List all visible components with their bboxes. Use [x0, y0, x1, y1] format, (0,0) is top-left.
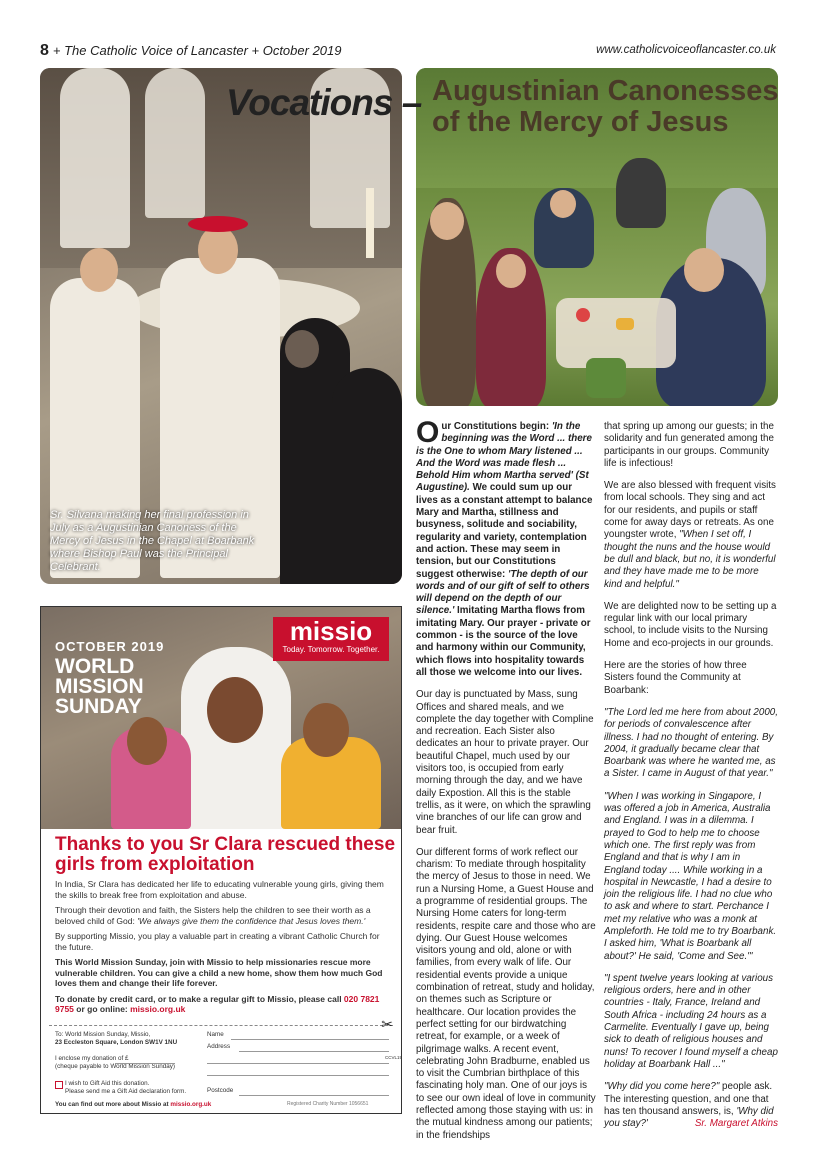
cut-line	[49, 1025, 393, 1026]
form-donation: I enclose my donation of £ (cheque payable to World Mission Sunday)	[55, 1055, 175, 1070]
advert-website: missio.org.uk	[130, 1004, 186, 1014]
drop-cap: O	[416, 416, 440, 449]
header-left	[40, 42, 341, 60]
form-donation-amount[interactable]	[115, 1063, 175, 1064]
form-address-field[interactable]	[239, 1051, 389, 1052]
form-address-field-2[interactable]	[207, 1063, 389, 1064]
form-name-label: Name	[207, 1031, 224, 1038]
article-column-1	[416, 416, 596, 1152]
profession-photo	[40, 68, 402, 584]
advert-photo	[41, 607, 401, 829]
charity-number: Registered Charity Number 1056651	[287, 1101, 369, 1107]
form-postcode-field[interactable]	[239, 1095, 389, 1096]
article-intro: Our Constitutions begin: 'In the beginning was the Word ... there is the One to whom Mary listened ... And the Word was made flesh ... Behold Him whom Martha served' (St Augustine). We could sum up our lives as a constant attempt to balance Mary and Martha, stillness and busyness, solitude and sociability, regularity and variety, contemplation and action. These may seem in tension, but our Constitutions suggest otherwise: 'The depth of our words and of our gift of self to others will depend on the depth of our silence.' Imitating Martha flows from imitating Mary. Our prayer - private or common - is the source of the love and harmony within our Community, which flows into hospitality towards all those we welcome into our lives.	[416, 416, 593, 678]
article-paragraph: We are also blessed with frequent visits from local schools. They sing and act for our residents, and pupils or staff come for away days or retreats. As one youngster wrote, "When I set off, I thought the nuns and the house would be dull and black, but no, it is wonderful and they have made me to be more kind and helpful."	[604, 480, 776, 590]
advert-headline: Thanks to you Sr Clara rescued these girls from exploitation	[55, 834, 396, 875]
form-name-field[interactable]	[231, 1039, 389, 1040]
missio-logo	[273, 617, 389, 661]
page-number: 8	[40, 42, 49, 59]
headline-order-name	[432, 76, 778, 138]
advert-body: In India, Sr Clara has dedicated her life to educating vulnerable young girls, giving them the skills to break free from exploitation and abuse. Through their devotion and faith, the Sisters help the children to see their worth as a beloved child of God: 'We always give them the confidence that Jesus loves them.' By supporting Missio, you play a valuable part in creating a vibrant Catholic Church for the future. This World Mission Sunday, join with Missio to help missionaries rescue more vulnerable children. You can give a child a new home, show them how much God loves them and change their life forever. To donate by credit card, or to make a regular gift to Missio, please call 020 7821 9755 or go online: missio.org.uk	[55, 879, 384, 1014]
testimony-quote: "The Lord led me here from about 2000, for periods of convalescence after illness. I had no thought of entering. By 2004, it gradually became clear that Boarbank was where he wanted me, as a Sister. I came in August of that year."	[604, 706, 778, 780]
missio-tagline: Today. Tomorrow. Together.	[282, 645, 380, 654]
article-column-2	[604, 421, 778, 1140]
headline-vocations: Vocations –	[226, 82, 422, 123]
article-paragraph: We are delighted now to be setting up a regular link with our local primary school, to include visits to the Nursing Home and eco-projects in our grounds.	[604, 600, 777, 649]
form-code: CCVL19	[385, 1055, 403, 1060]
advert-footer-website: missio.org.uk	[170, 1101, 212, 1108]
form-address-to: To: World Mission Sunday, Missio, 23 Eccleston Square, London SW1V 1NU	[55, 1031, 178, 1046]
form-postcode-label: Postcode	[207, 1087, 234, 1094]
advert-footer: You can find out more about Missio at missio.org.uk	[55, 1101, 212, 1108]
publication-line: + The Catholic Voice of Lancaster + October 2019	[52, 43, 342, 58]
form-address-label: Address	[207, 1043, 231, 1050]
article-paragraph: that spring up among our guests; in the solidarity and fun generated among the participants in our groups. Community life is infectious!	[604, 421, 774, 469]
missio-brand: missio	[289, 616, 373, 646]
advert-phone: 020 7821 9755	[55, 993, 380, 1014]
article-paragraph: Our day is punctuated by Mass, sung Offices and shared meals, and we complete the day together with Compline and recreation. Each Sister also dedicates an hour to private prayer. Our beautiful Chapel, much used by our visitors too, is occupied from early morning through the day, and we have daily Expostion. All this is the stable trellis, as it were, on which the sprawling vine branches of our life can grow and bear fruit.	[416, 689, 594, 836]
headline-line1: Augustinian Canonesses	[432, 75, 779, 107]
article-paragraph: Here are the stories of how three Sisters found the Community at Boarbank:	[604, 660, 747, 696]
form-address-field-3[interactable]	[207, 1075, 389, 1076]
testimony-quote: "When I was working in Singapore, I was offered a job in America, Australia and England. I was in a dilemma. I prayed to God to help me to choose which one. The first reply was from England and that is why I am in England today .... While working in a hospital in Newcastle, I had a desire to join the religious life. I had no clue who to ask and where to start. Perchance I met my relative who was a monk at Ampleforth. He told me to try Boarbank. I asked him, 'What is Boarbank all about?' He said, 'Come and See.'"	[604, 790, 777, 962]
author-signature: Sr. Margaret Atkins	[694, 1118, 778, 1130]
testimony-quote: "I spent twelve years looking at various religious orders, here and in other countries - Italy, France, Ireland and South Africa - including 24 hours as a Carmelite. Eventually I gave up, being sick to death of religious houses and nuns! To recover I found myself a cheap holiday at Boarbank Hall ..."	[604, 972, 778, 1070]
article-closing: "Why did you come here?" people ask. The interesting question, and one that has ten thousand answers, is, 'Why did you stay?' Sr. Margaret Atkins	[604, 1081, 778, 1130]
scissors-icon: ✂	[381, 1016, 393, 1032]
article-paragraph: Our different forms of work reflect our charism: To mediate through hospitality the mercy of Jesus to those in need. We run a Nursing Home, a Guest House and a programme of residential groups. The Nursing Home caters for long-term residents, respite care and those who are dying. Our Guest House welcomes visitors young and old, alone or with families, from every walk of life. Our residential events provide a unique combination of retreat, study and holiday, on themes such as Scripture or healthcare. Our location provides the perfect setting for our birdwatching retreat, for example, or a week of pilgrimage walks. A recent event, celebrating John Bradburne, enabled us to visit the Cumbrian birthplace of this fascinating holy man. One of our joys is to see our own ideal of love in community reflected among those staying with us: in the mutual kindness among our patients; in the friendships	[416, 846, 596, 1141]
advert-event-title: WORLD MISSION SUNDAY	[55, 655, 144, 718]
advert-month: OCTOBER 2019	[55, 639, 165, 654]
headline-line2: of the Mercy of Jesus	[432, 106, 729, 138]
missio-advert	[40, 606, 402, 1114]
form-giftaid: I wish to Gift Aid this donation. Please send me a Gift Aid declaration form.	[65, 1080, 187, 1095]
header-website: www.catholicvoiceoflancaster.co.uk	[596, 44, 776, 56]
giftaid-checkbox[interactable]	[55, 1081, 63, 1089]
photo-caption: Sr. Silvana making her final profession in July as a Augustinian Canoness of the Mercy of Jesus in the Chapel at Boarbank where Bishop Paul was the Principal Celebrant.	[50, 509, 255, 573]
